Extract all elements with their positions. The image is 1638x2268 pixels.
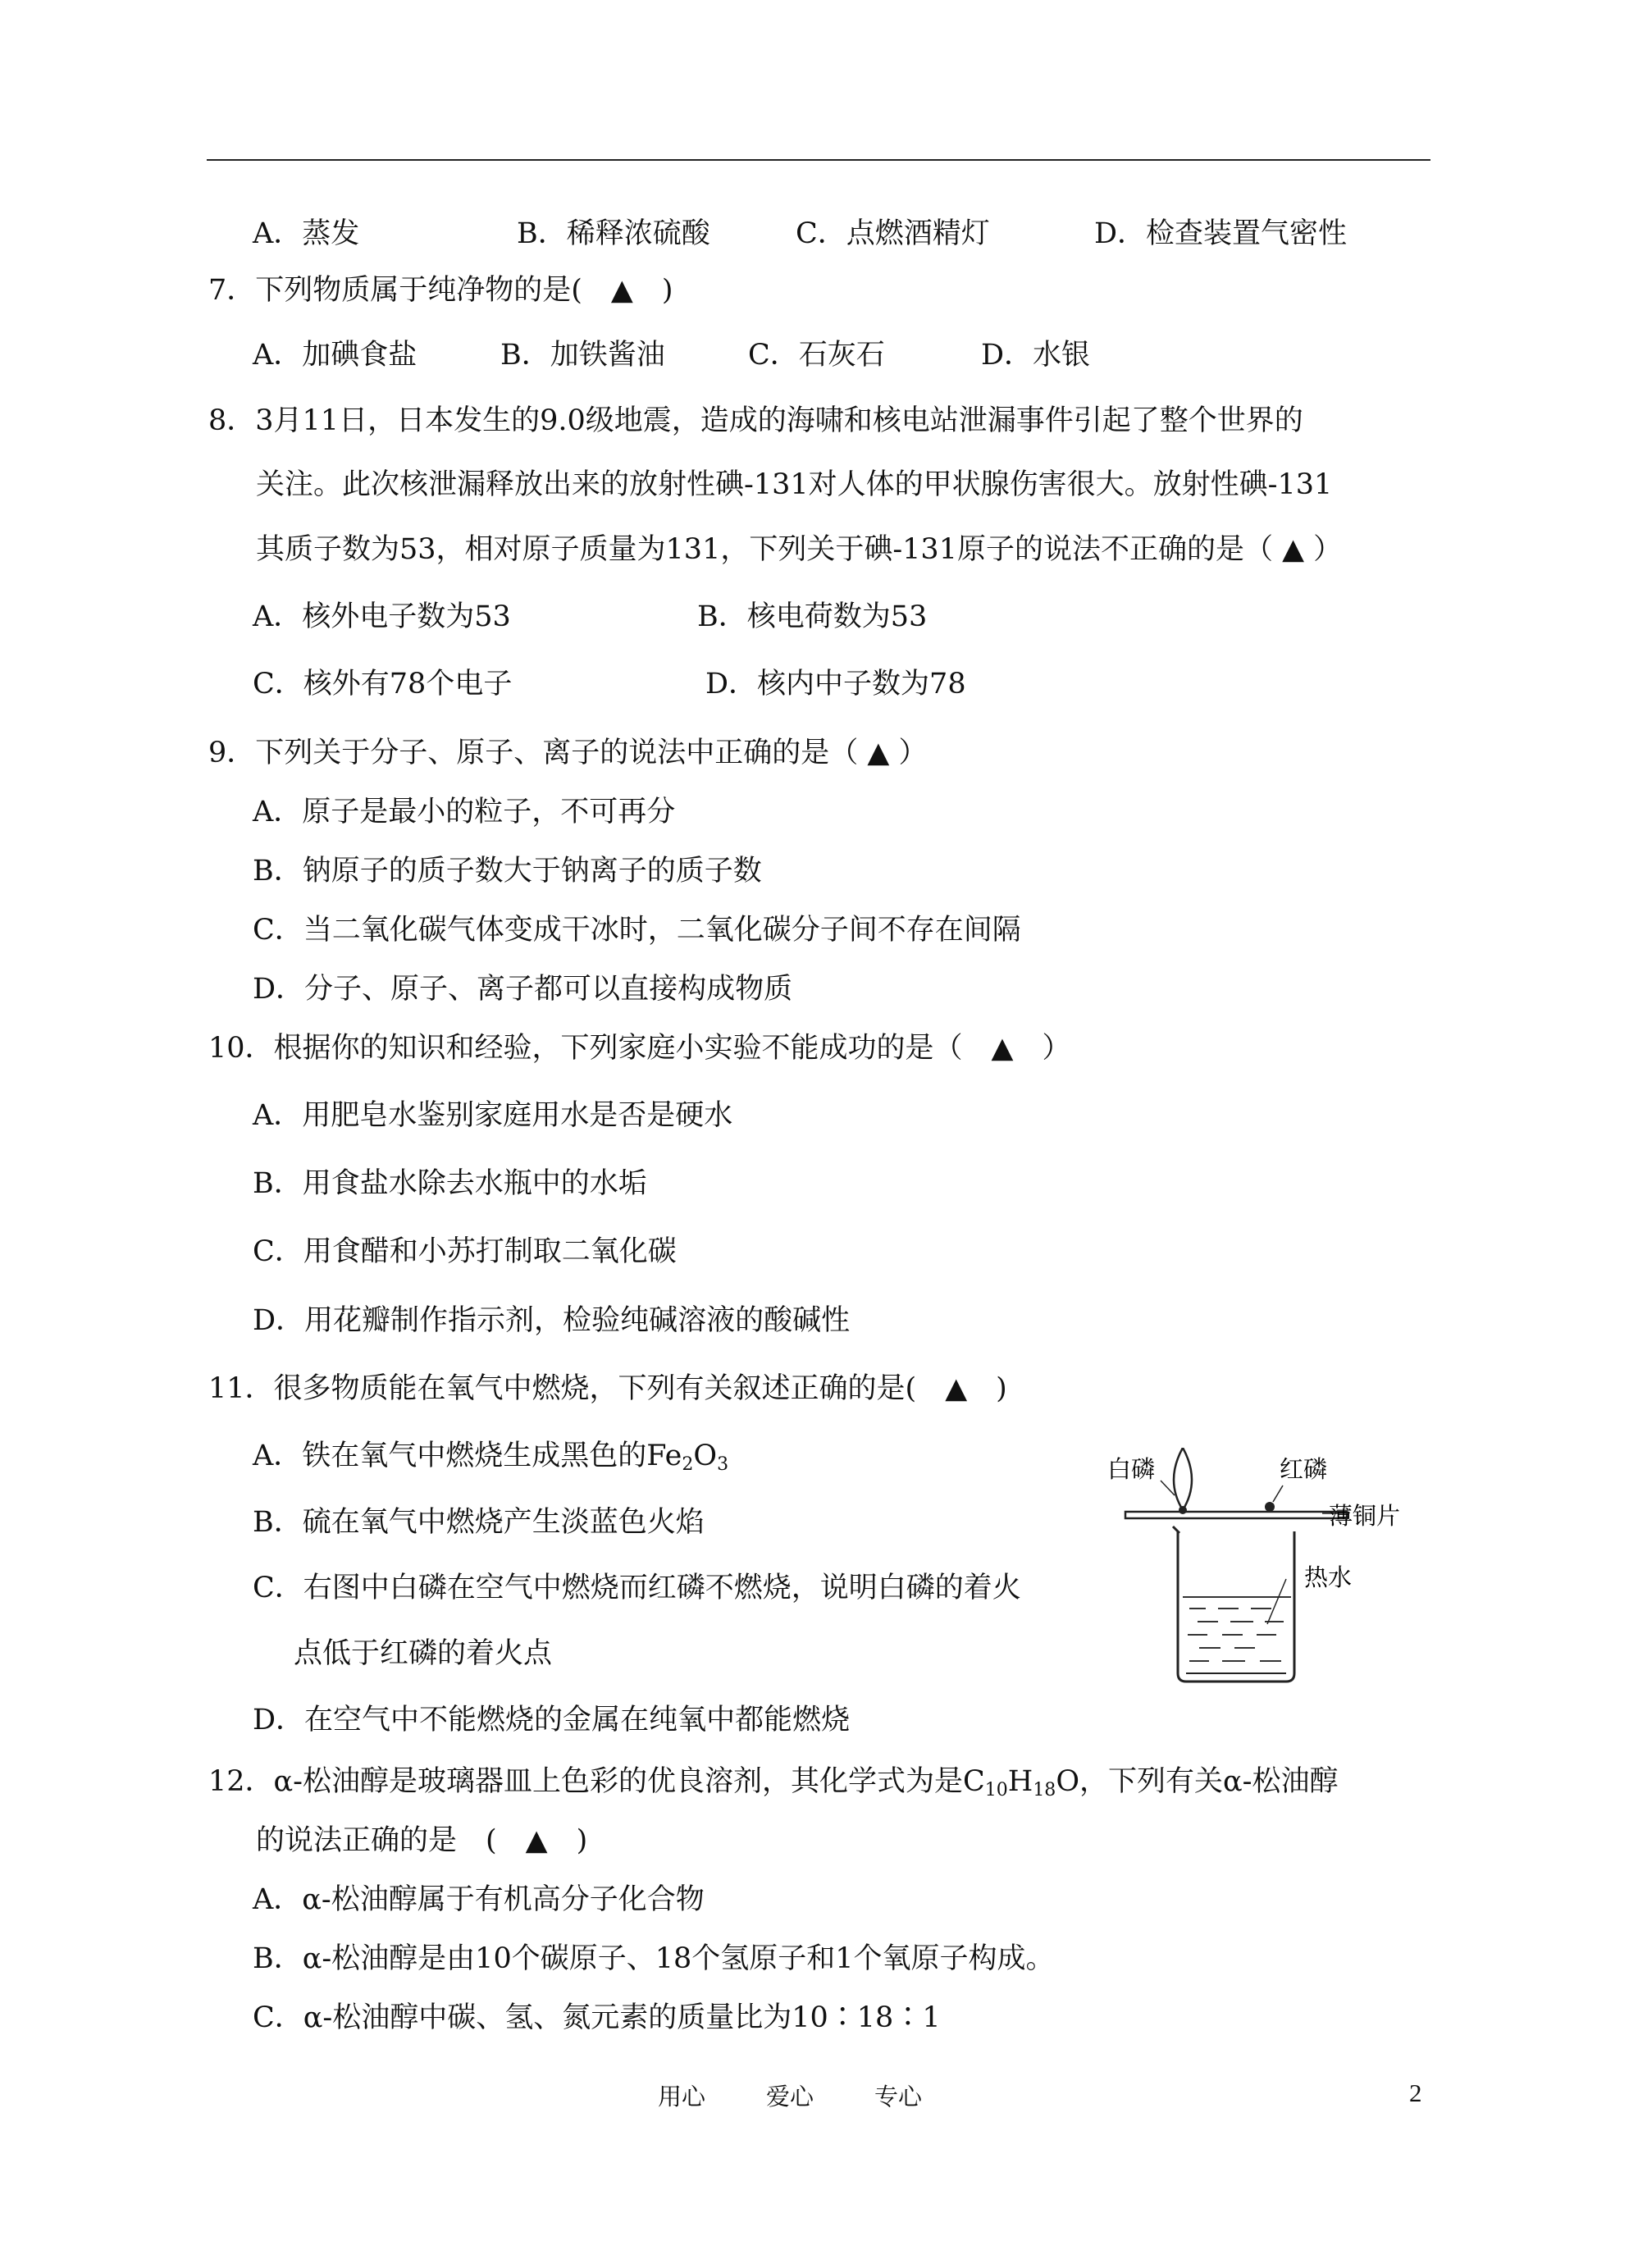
q9-stem: 9．下列关于分子、原子、离子的说法中正确的是（ ▲ ） [208, 737, 928, 769]
q8-option-c: C．核外有78个电子 [253, 668, 513, 700]
q8-option-d: D．核内中子数为78 [705, 668, 966, 700]
q9-option-a: A．原子是最小的粒子，不可再分 [253, 796, 676, 828]
q7-option-a: A．加碘食盐 [253, 339, 417, 372]
label-copper-sheet: 薄铜片 [1329, 1502, 1401, 1530]
white-phosphorus [1179, 1506, 1187, 1514]
q11-option-b: B．硫在氧气中燃烧产生淡蓝色火焰 [253, 1506, 705, 1539]
q7-options [253, 337, 1090, 373]
white-phosphorus-flame [1174, 1448, 1192, 1510]
q10-option-b: B．用食盐水除去水瓶中的水垢 [253, 1167, 647, 1200]
label-red-phosphorus: 红磷 [1280, 1455, 1328, 1483]
q9-option-b: B．钠原子的质子数大于钠离子的质子数 [253, 855, 762, 888]
q7-option-b: B．加铁酱油 [500, 339, 665, 372]
q9-option-c: C．当二氧化碳气体变成干冰时，二氧化碳分子间不存在间隔 [253, 914, 1021, 947]
q10-option-d: D．用花瓣制作指示剂，检验纯碱溶液的酸碱性 [253, 1304, 851, 1337]
footer-word-3: 专心 [874, 2083, 923, 2111]
q6-option-d: D．检查装置气密性 [1094, 217, 1348, 250]
q8-options-row-1 [253, 599, 927, 635]
phosphorus-experiment-figure [1107, 1448, 1403, 1694]
q8-option-b: B．核电荷数为53 [697, 600, 928, 633]
q6-option-b: B．稀释浓硫酸 [517, 217, 710, 250]
q8-stem-line-3: 其质子数为53，相对原子质量为131，下列关于碘-131原子的说法不正确的是（ ▲ ） [256, 533, 1343, 566]
red-phosphorus [1265, 1502, 1275, 1512]
q11-stem: 11．很多物质能在氧气中燃烧，下列有关叙述正确的是( ▲ ) [208, 1372, 1007, 1405]
q6-options [253, 216, 1347, 252]
page-number: 2 [1409, 2079, 1422, 2107]
q7-option-d: D．水银 [981, 339, 1091, 372]
header-rule [207, 159, 1430, 161]
q6-option-a: A．蒸发 [253, 217, 360, 250]
footer-word-2: 爱心 [766, 2083, 814, 2111]
q11-option-a: A．铁在氧气中燃烧生成黑色的$Fe_2O_3$ [253, 1440, 729, 1475]
label-white-phosphorus: 白磷 [1107, 1455, 1156, 1483]
q10-option-c: C．用食醋和小苏打制取二氧化碳 [253, 1235, 677, 1268]
beaker-spout [1173, 1526, 1179, 1533]
q8-option-a: A．核外电子数为53 [253, 600, 511, 633]
q12-option-b: B．α-松油醇是由10个碳原子、18个氢原子和1个氧原子构成。 [253, 1942, 1055, 1975]
q8-options-row-2 [253, 666, 966, 702]
q12-stem-line-2: 的说法正确的是 ( ▲ ) [256, 1824, 588, 1857]
q9-option-d: D．分子、原子、离子都可以直接构成物质 [253, 973, 793, 1006]
q7-option-c: C．石灰石 [748, 339, 885, 372]
q12-option-c: C．α-松油醇中碳、氢、氮元素的质量比为10∶18∶1 [253, 2001, 941, 2034]
label-hot-water: 热水 [1304, 1563, 1353, 1591]
q11-option-d: D．在空气中不能燃烧的金属在纯氧中都能燃烧 [253, 1704, 851, 1736]
q8-stem-line-2: 关注。此次核泄漏释放出来的放射性碘-131对人体的甲状腺伤害很大。放射性碘-131 [256, 468, 1333, 501]
q6-option-c: C．点燃酒精灯 [796, 217, 990, 250]
footer-word-1: 用心 [658, 2083, 706, 2111]
q10-stem: 10．根据你的知识和经验，下列家庭小实验不能成功的是（ ▲ ） [208, 1032, 1071, 1065]
beaker [1178, 1531, 1294, 1682]
q12-stem-line-1: 12．α-松油醇是玻璃器皿上色彩的优良溶剂，其化学式为是$C_{10}H_{18}O$，下列有关α-松油醇 [208, 1765, 1339, 1800]
q7-stem: 7．下列物质属于纯净物的是( ▲ ) [208, 274, 673, 307]
q12-option-a: A．α-松油醇属于有机高分子化合物 [253, 1883, 705, 1916]
q10-option-a: A．用肥皂水鉴别家庭用水是否是硬水 [253, 1099, 733, 1132]
q11-option-c-line-2: 点低于红磷的着火点 [294, 1637, 553, 1670]
copper-sheet [1125, 1512, 1347, 1518]
q11-option-c-line-1: C．右图中白磷在空气中燃烧而红磷不燃烧，说明白磷的着火 [253, 1572, 1021, 1604]
q8-stem-line-1: 8．3月11日，日本发生的9.0级地震，造成的海啸和核电站泄漏事件引起了整个世界的 [208, 404, 1303, 437]
